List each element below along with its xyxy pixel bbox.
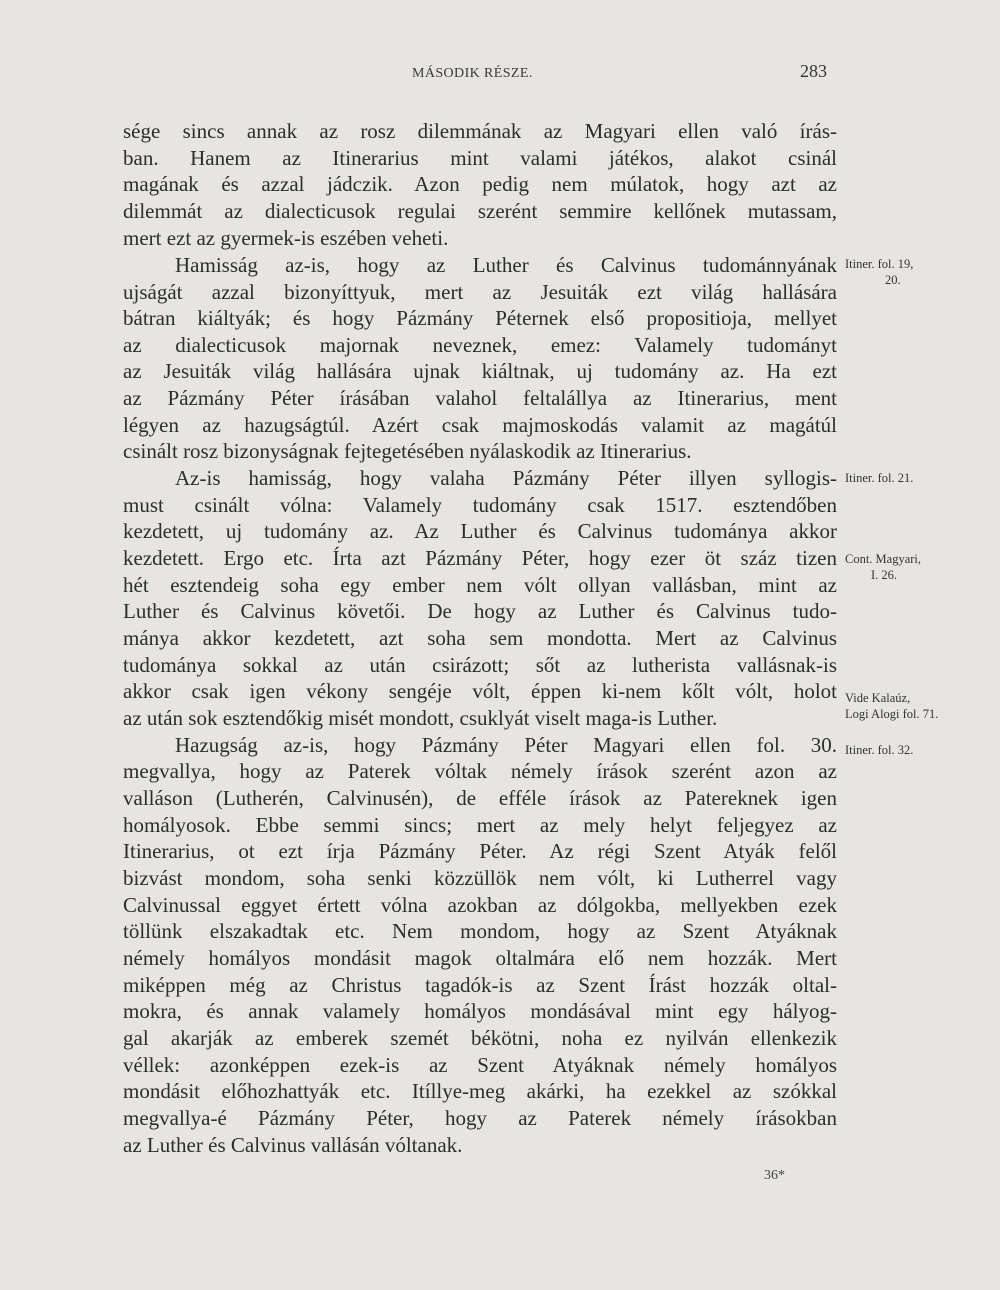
text-line: gal akarják az emberek szemét békötni, noha ez nyilván ellenkezik [123,1026,837,1050]
text-line: Itinerarius, ot ezt írja Pázmány Péter. Az régi Szent Atyák felől [123,839,837,863]
text-line: légyen az hazugságtúl. Azért csak majmoskodás valamit az magátúl [123,413,837,437]
page-number: 283 [800,61,827,81]
text-line: mánya akkor kezdetett, azt soha sem mondotta. Mert az Calvinus [123,626,837,650]
text-line: Az-is hamisság, hogy valaha Pázmány Péter illyen syllogis- [175,466,837,490]
text-line: töllünk elszakadtak etc. Nem mondom, hogy az Szent Atyáknak [123,919,837,943]
text-line: Hazugság az-is, hogy Pázmány Péter Magyari ellen fol. 30. [175,733,837,757]
text-line: hét esztendeig soha egy ember nem vólt ollyan vallásban, mint az [123,573,837,597]
margin-note [845,690,938,722]
text-line: ujságát azzal bizonyíttyuk, mert az Jesuiták ezt világ hallására [123,280,837,304]
running-title: MÁSODIK RÉSZE. [412,66,533,81]
text-line: mert ezt az gyermek-is eszében veheti. [123,226,449,250]
text-line: homályosok. Ebbe semmi sincs; mert az mely helyt feljegyez az [123,813,837,837]
text-line: mondásit előhozhattyák etc. Itíllye-meg akárki, ha ezekkel az szókkal [123,1079,837,1103]
text-line: miképpen még az Christus tagadók-is az Szent Írást hozzák oltal- [123,973,837,997]
margin-note [845,470,913,486]
text-line: kezdetett. Ergo etc. Írta azt Pázmány Péter, hogy ezer öt száz tizen [123,546,837,570]
text-line: mokra, és annak valamely homályos mondásával mint egy hályog- [123,999,837,1023]
margin-note-line: Logi Alogi fol. 71. [845,707,939,721]
margin-note-line: Cont. Magyari, [845,552,922,566]
margin-note [845,256,947,288]
text-line: bizvást mondom, soha senki közzüllök nem vólt, ki Lutherrel vagy [123,866,837,890]
text-line: az dialecticusok majornak neveznek, emez: Valamely tudományt [123,333,837,357]
text-line: bátran kiáltyák; és hogy Pázmány Péternek első propositioja, mellyet [123,306,837,330]
text-line: az után sok esztendőkig misét mondott, csuklyát viselt maga-is Luther. [123,706,718,730]
margin-note [845,551,933,583]
text-line: az Jesuiták világ hallására ujnak kiáltnak, uj tudomány az. Ha ezt [123,359,837,383]
text-line: tudománya sokkal az után csirázott; sőt az lutherista vallásnak-is [123,653,837,677]
text-line: dilemmát az dialecticusok regulai szerént semmire kellőnek mutassam, [123,199,837,223]
text-line: némely homályos mondásit magok oltalmára elő nem hozzák. Mert [123,946,837,970]
text-line: magának és azzal jádczik. Azon pedig nem múlatok, hogy azt az [123,172,837,196]
text-line: véllek: azonképpen ezek-is az Szent Atyáknak némely homályos [123,1053,837,1077]
text-line: Calvinussal eggyet értett vólna azokban az dólgokba, mellyekben ezek [123,893,837,917]
text-line: Luther és Calvinus követői. De hogy az Luther és Calvinus tudo- [123,599,837,623]
text-line: Hamisság az-is, hogy az Luther és Calvinus tudománnyának [175,253,837,277]
text-line: az Luther és Calvinus vallásán vóltanak. [123,1133,463,1157]
running-head [0,61,1000,88]
margin-note [845,742,913,758]
margin-note-line: Itiner. fol. 32. [845,743,914,757]
text-line: valláson (Lutherén, Calvinusén), de efféle írások az Patereknek igen [123,786,837,810]
text-line: az Pázmány Péter írásában valahol feltalállya az Itinerarius, ment [123,386,837,410]
margin-note-line: Itiner. fol. 19, [845,257,914,271]
margin-note-line: Itiner. fol. 21. [845,471,914,485]
text-line: kezdetett, uj tudomány az. Az Luther és Calvinus tudománya akkor [123,519,837,543]
margin-note-line: 20. [885,273,901,287]
text-line: ban. Hanem az Itinerarius mint valami játékos, alakot csinál [123,146,837,170]
margin-note-line: Vide Kalaúz, [845,691,911,705]
margin-note-line: I. 26. [871,568,898,582]
text-line: csinált rosz bizonyságnak fejtegetésében nyálaskodik az Itinerarius. [123,439,692,463]
text-line: megvallya-é Pázmány Péter, hogy az Paterek némely írásokban [123,1106,837,1130]
text-line: must csinált vólna: Valamely tudomány csak 1517. esztendőben [123,493,837,517]
text-line: megvallya, hogy az Paterek vóltak némely írások szerént azon az [123,759,837,783]
text-line: sége sincs annak az rosz dilemmának az Magyari ellen való írás- [123,119,837,143]
signature-mark: 36* [764,1168,785,1183]
text-line: akkor csak igen vékony sengéje vólt, éppen ki-nem kőlt vólt, holot [123,679,837,703]
